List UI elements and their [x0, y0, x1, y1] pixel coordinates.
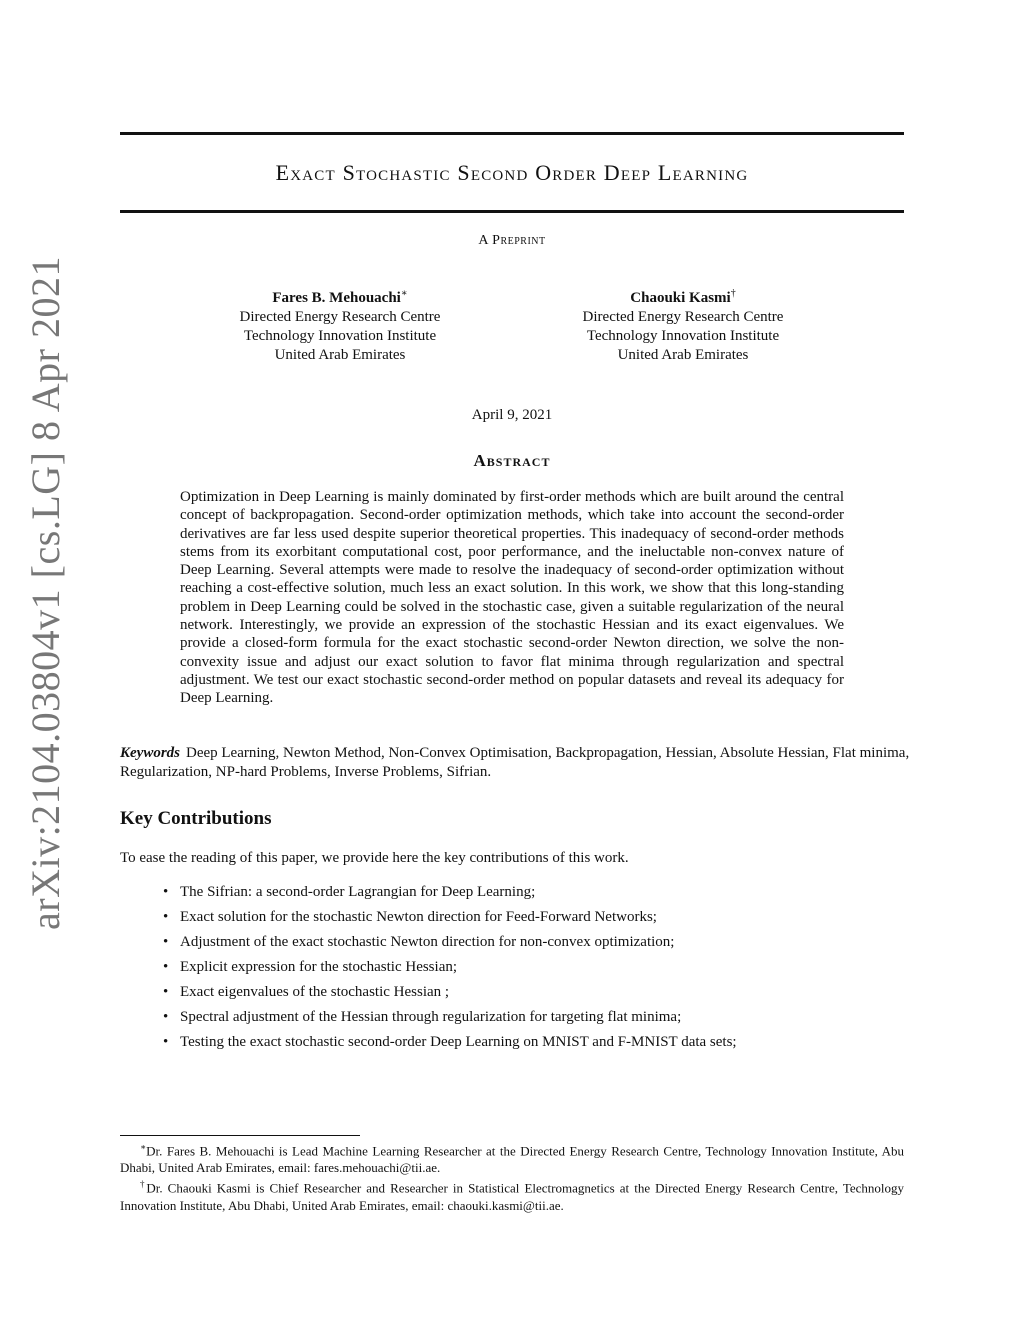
list-item-text: The Sifrian: a second-order Lagrangian for Deep Learning;: [180, 884, 536, 900]
list-item-text: Exact solution for the stochastic Newton direction for Feed-Forward Networks;: [180, 909, 657, 925]
author-block-1: [190, 284, 490, 365]
footnotes: [120, 1139, 904, 1214]
footnote-mark: †: [730, 288, 736, 299]
list-item-text: Spectral adjustment of the Hessian through regularization for targeting flat minima;: [180, 1009, 682, 1025]
footnote-text: Dr. Fares B. Mehouachi is Lead Machine Learning Researcher at the Directed Energy Research Centre, Technology Innovation Institute, Abu Dhabi, United Arab Emirates, email: fares.mehouachi@tii.ae.: [120, 1143, 904, 1176]
author-country: United Arab Emirates: [274, 347, 406, 363]
footnote-separator: [120, 1135, 360, 1136]
footnote-1: [120, 1139, 904, 1176]
list-item-text: Explicit expression for the stochastic Hessian;: [180, 959, 458, 975]
keywords-text: Deep Learning, Newton Method, Non-Convex Optimisation, Backpropagation, Hessian, Absolute Hessian, Flat minima, Regularization, NP-hard Problems, Inverse Problems, Sifrian.: [120, 745, 910, 780]
section-heading-key-contributions: Key Contributions: [120, 808, 272, 829]
list-item: [160, 1030, 904, 1055]
publication-date: April 9, 2021: [471, 407, 553, 423]
author-affiliation: Directed Energy Research Centre: [582, 309, 784, 325]
author-institute: Technology Innovation Institute: [586, 328, 780, 344]
list-item: [160, 1005, 904, 1030]
author-name: Chaouki Kasmi†: [630, 288, 736, 306]
list-item-text: Exact eigenvalues of the stochastic Hessian ;: [180, 984, 450, 1000]
list-item: [160, 955, 904, 980]
keywords-label: Keywords: [120, 745, 180, 761]
bullet: •: [163, 909, 169, 925]
footnote-mark: †: [140, 1179, 147, 1190]
list-item: [160, 905, 904, 930]
footnote-mark: ∗: [140, 1142, 147, 1152]
bullet: •: [163, 959, 169, 975]
list-item: [160, 880, 904, 905]
key-contributions-list: [160, 880, 904, 1055]
list-item: [160, 930, 904, 955]
footnote-text: Dr. Chaouki Kasmi is Chief Researcher and Researcher in Statistical Electromagnetics at the Directed Energy Research Centre, Technology Innovation Institute, Abu Dhabi, United Arab Emirates, email: chaouki.kasmi@tii.ae.: [120, 1180, 904, 1213]
author-institute: Technology Innovation Institute: [243, 328, 437, 344]
bullet: •: [163, 1009, 169, 1025]
author-country: United Arab Emirates: [617, 347, 749, 363]
arxiv-identifier-stamp: arXiv:2104.03804v1 [cs.LG] 8 Apr 2021: [23, 256, 68, 930]
bullet: •: [163, 984, 169, 1000]
author-name: Fares B. Mehouachi∗: [272, 288, 408, 306]
title-rule-bottom: [120, 210, 904, 213]
abstract-body: Optimization in Deep Learning is mainly dominated by first-order methods which are built around the central concept of backpropagation. Second-order optimization methods, which take into account the second-order derivatives are far less used despite superior theoretical properties. This inadequacy of second-order methods stems from its exorbitant computational cost, poor performance, and the ineluctable non-convex nature of Deep Learning. Several attempts were made to resolve the inadequacy of second-order optimization without reaching a cost-effective solution, much less an exact solution. In this work, we show that this long-standing problem in Deep Learning could be solved in the stochastic case, given a suitable regularization of the neural network. Interestingly, we provide an expression of the stochastic Hessian and its exact eigenvalues. We provide a closed-form formula for the exact stochastic second-order Newton direction, we solve the non-convexity issue and adjust our exact solution to favor flat minima through regularization and spectral adjustment. We test our exact stochastic second-order method on popular datasets and reveal its adequacy for Deep Learning.: [180, 489, 844, 707]
bullet: •: [163, 1034, 169, 1050]
list-item: [160, 980, 904, 1005]
footnote-mark: ∗: [400, 288, 408, 299]
keywords-line: [120, 744, 910, 782]
list-item-text: Testing the exact stochastic second-order Deep Learning on MNIST and F-MNIST data sets;: [180, 1034, 737, 1050]
footnote-2: [120, 1176, 904, 1213]
paper-title: Exact Stochastic Second Order Deep Learning: [275, 160, 749, 185]
author-block-2: [533, 284, 833, 365]
list-item-text: Adjustment of the exact stochastic Newton direction for non-convex optimization;: [180, 934, 675, 950]
preprint-label: A Preprint: [478, 233, 546, 248]
bullet: •: [163, 934, 169, 950]
author-affiliation: Directed Energy Research Centre: [239, 309, 441, 325]
abstract-heading: Abstract: [473, 451, 551, 470]
bullet: •: [163, 884, 169, 900]
title-rule-top: [120, 132, 904, 135]
key-contributions-intro: To ease the reading of this paper, we provide here the key contributions of this work.: [120, 850, 629, 866]
